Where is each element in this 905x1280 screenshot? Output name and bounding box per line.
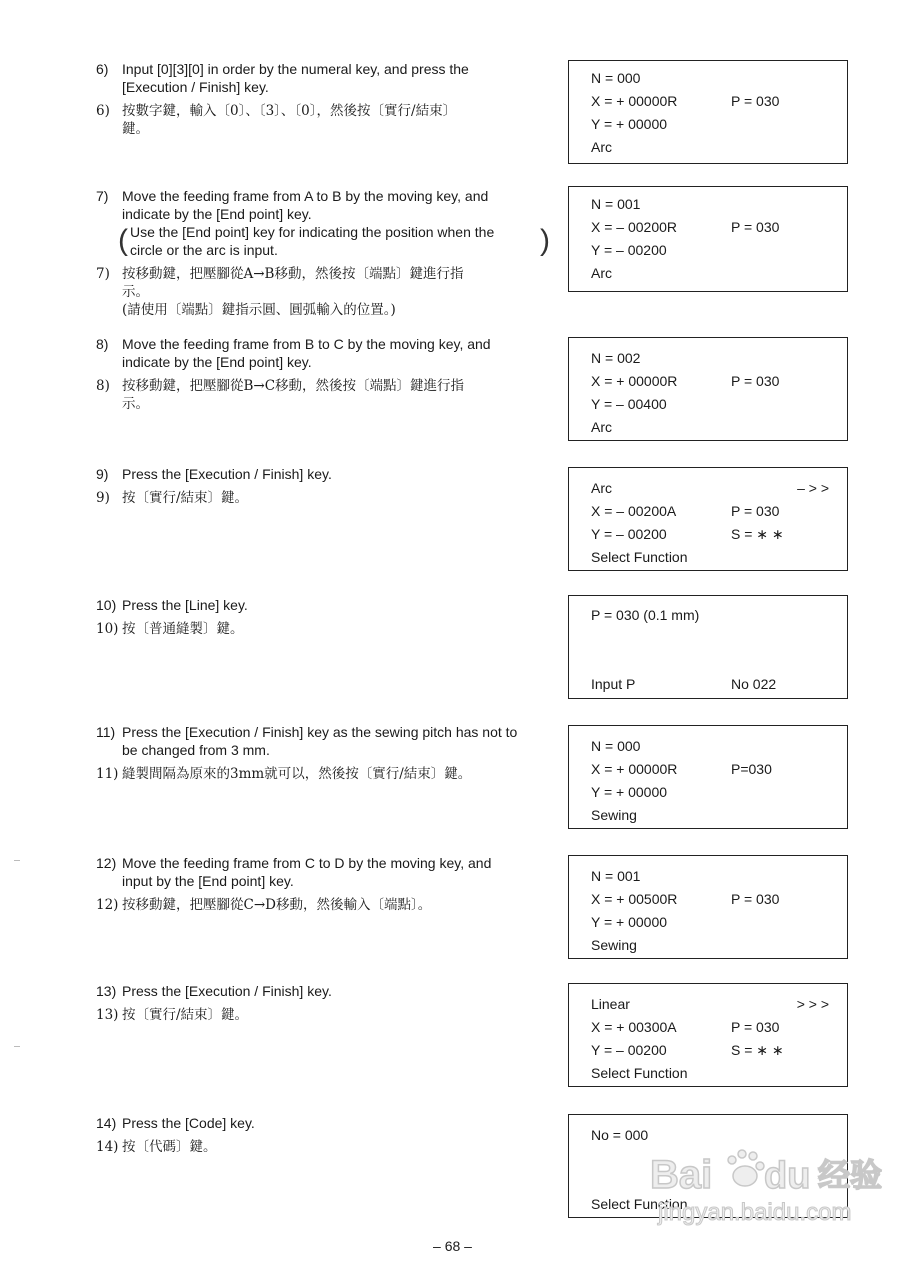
step-text-en: Input [0][3][0] in order by the numeral key, and press the [Execution / Finish] key. [122,61,469,95]
display-panel-11: N = 000 X = + 00000R P=030 Y = + 00000 Sewing [568,725,848,829]
svg-text:经验: 经验 [818,1156,883,1194]
step-text-zh: 按數字鍵，輸入〔0〕、〔3〕、〔0〕，然後按〔實行/結束〕 鍵。 [122,103,457,137]
step-7: 7) Move the feeding frame from A to B by the moving key, and indicate by the [End point] key. ( Use the [End point] key for indicating the position when the circle or the arc is input. ) 7) 按移動鍵，把壓腳從A→B移動，然後按〔端點〕鍵進行指 示。 (請使用〔端點〕鍵指示圓、圓弧輸入的位置。) [96,187,556,319]
step-text-en: Press the [Execution / Finish] key as the sewing pitch has not to be changed from 3 mm. [122,724,518,758]
step-text-en: Move the feeding frame from C to D by the moving key, and input by the [End point] key. [122,855,492,889]
step-10: 10) Press the [Line] key. 10) 按〔普通縫製〕鍵。 [96,596,556,638]
step-11: 11) Press the [Execution / Finish] key as the sewing pitch has not to be changed from 3 mm. 11) 縫製間隔為原來的3mm就可以，然後按〔實行/結束〕鍵。 [96,723,556,783]
step-text-zh: 按〔代碼〕鍵。 [122,1139,217,1155]
step-text-zh: 按移動鍵，把壓腳從A→B移動，然後按〔端點〕鍵進行指 示。 (請使用〔端點〕鍵指示圓、圓弧輸入的位置。) [122,266,464,318]
step-text-zh: 按〔普通縫製〕鍵。 [122,621,244,637]
step-13: 13) Press the [Execution / Finish] key. 13) 按〔實行/結束〕鍵。 [96,982,556,1024]
step-number: 6) [96,61,109,77]
step-text-en: Press the [Line] key. [122,597,248,613]
svg-text:du: du [764,1155,811,1197]
step-9: 9) Press the [Execution / Finish] key. 9) 按〔實行/結束〕鍵。 [96,465,556,507]
margin-mark [14,1046,20,1047]
step-text-en: Move the feeding frame from A to B by the moving key, and indicate by the [End point] key. [122,188,489,222]
step-12: 12) Move the feeding frame from C to D by the moving key, and input by the [End point] key. 12) 按移動鍵，把壓腳從C→D移動，然後輸入〔端點〕。 [96,854,556,914]
page-number: – 68 – [433,1238,472,1254]
svg-text:jingyan.baidu.com: jingyan.baidu.com [658,1199,852,1226]
margin-mark [14,860,20,861]
display-panel-8: N = 002 X = + 00000R P = 030 Y = – 00400 Arc [568,337,848,441]
step-text-zh: 按〔實行/結束〕鍵。 [122,490,249,506]
step-text-en: Press the [Execution / Finish] key. [122,466,332,482]
display-panel-7: N = 001 X = – 00200R P = 030 Y = – 00200 Arc [568,186,848,292]
display-panel-12: N = 001 X = + 00500R P = 030 Y = + 00000 Sewing [568,855,848,959]
step-note: ( Use the [End point] key for indicating the position when the circle or the arc is input. ) [118,224,550,258]
step-text-en: Press the [Code] key. [122,1115,255,1131]
display-panel-14: No = 000 Select Function [568,1114,848,1218]
step-6: 6) Input [0][3][0] in order by the numeral key, and press the [Execution / Finish] key. 6) 按數字鍵，輸入〔0〕、〔3〕、〔0〕，然後按〔實行/結束〕 鍵。 [96,60,556,138]
display-panel-9: Arc – > > X = – 00200A P = 030 Y = – 00200 S = ∗ ∗ Select Function [568,467,848,571]
display-panel-13: Linear > > > X = + 00300A P = 030 Y = – 00200 S = ∗ ∗ Select Function [568,983,848,1087]
svg-text:Bai: Bai [650,1153,713,1197]
step-text-zh: 按〔實行/結束〕鍵。 [122,1007,249,1023]
step-text-zh: 縫製間隔為原來的3mm就可以，然後按〔實行/結束〕鍵。 [122,766,472,782]
step-text-en: Press the [Execution / Finish] key. [122,983,332,999]
step-14: 14) Press the [Code] key. 14) 按〔代碼〕鍵。 [96,1114,556,1156]
baidu-jingyan-watermark [640,1140,890,1230]
step-text-zh: 按移動鍵，把壓腳從C→D移動，然後輸入〔端點〕。 [122,897,432,913]
display-panel-6: N = 000 X = + 00000R P = 030 Y = + 00000 Arc [568,60,848,164]
step-text-zh: 按移動鍵，把壓腳從B→C移動，然後按〔端點〕鍵進行指 示。 [122,378,465,412]
display-panel-10: P = 030 (0.1 mm) Input P No 022 [568,595,848,699]
step-text-en: Move the feeding frame from B to C by the moving key, and indicate by the [End point] key. [122,336,491,370]
step-8: 8) Move the feeding frame from B to C by the moving key, and indicate by the [End point] key. 8) 按移動鍵，把壓腳從B→C移動，然後按〔端點〕鍵進行指 示。 [96,335,556,413]
